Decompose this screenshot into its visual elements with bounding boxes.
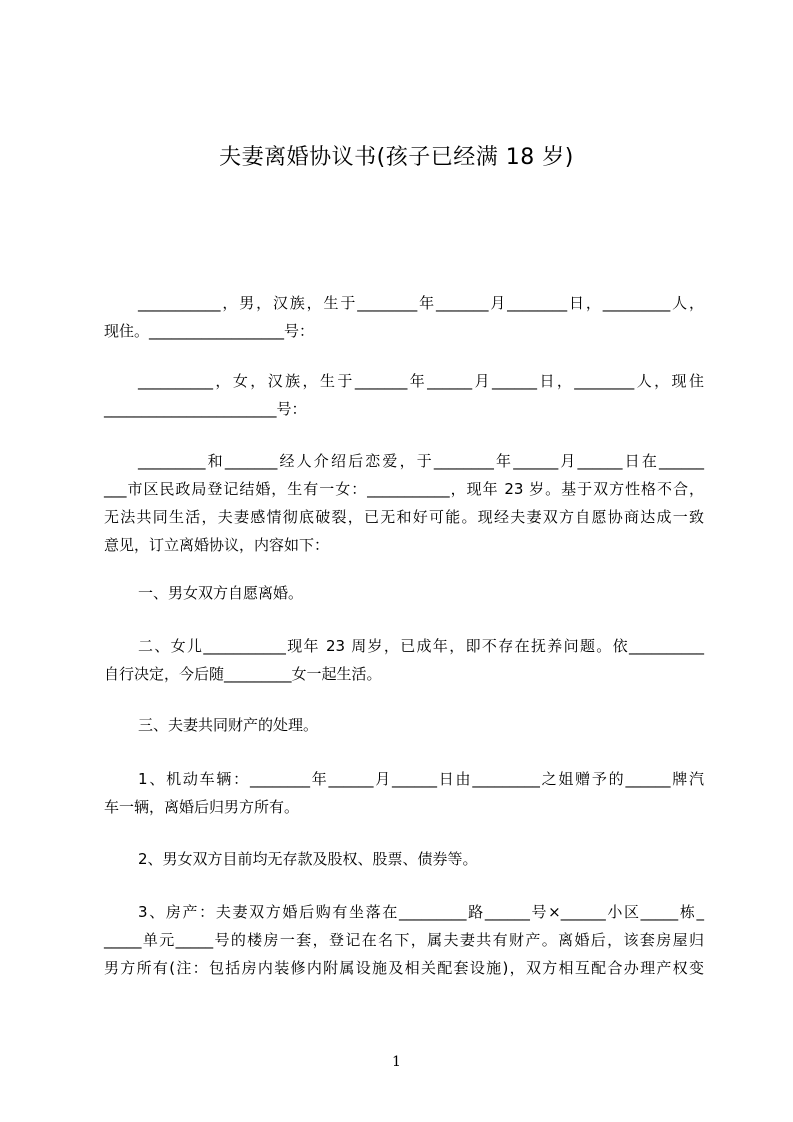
text-line: ___市区民政局登记结婚，生有一女：___________，现年 23 岁。基于双方性格不合， xyxy=(104,480,704,498)
page-title: 夫妻离婚协议书(孩子已经满 18 岁) xyxy=(219,145,574,170)
text-line: 3、房产：夫妻双方婚后购有坐落在_________路______号×______小区_____栋_ xyxy=(138,903,704,921)
clause-3-2-savings xyxy=(104,845,704,873)
clause-3-1-vehicle xyxy=(104,765,704,821)
text-line: 自行决定，今后随_________女一起生活。 xyxy=(104,665,382,683)
text-line: _______________________号： xyxy=(104,400,307,418)
text-line: 2、男女双方目前均无存款及股权、股票、债券等。 xyxy=(138,850,478,868)
clause-3-3-real-estate xyxy=(104,898,704,982)
clause-3-property-heading xyxy=(104,711,704,739)
text-line: 一、男女双方自愿离婚。 xyxy=(138,584,304,602)
text-line: 男方所有(注：包括房内装修内附属设施及相关配套设施)，双方相互配合办理产权变 xyxy=(104,959,704,977)
clause-2-daughter xyxy=(104,632,704,688)
text-line: 1、机动车辆：________年______月______日由_________之姐赠予的______牌汽 xyxy=(138,770,704,788)
text-line: 无法共同生活，夫妻感情彻底破裂，已无和好可能。现经夫妻双方自愿协商达成一致 xyxy=(104,508,704,526)
text-line: 车一辆，离婚后归男方所有。 xyxy=(104,798,300,816)
text-line: __________，女，汉族，生于_______年______月______日，________人，现住 xyxy=(138,372,704,390)
text-line: _________和_______经人介绍后恋爱，于________年______月______日在______ xyxy=(138,452,704,470)
text-line: ___________，男，汉族，生于________年_______月________日，_________人， xyxy=(138,294,704,312)
text-line: 三、夫妻共同财产的处理。 xyxy=(138,716,319,734)
paragraph-husband-info xyxy=(104,289,704,345)
text-line: 意见，订立离婚协议，内容如下： xyxy=(104,536,330,554)
paragraph-marriage-background xyxy=(104,447,704,559)
text-line: 现住。__________________号： xyxy=(104,322,315,340)
text-line: _____单元_____号的楼房一套，登记在名下，属夫妻共有财产。离婚后，该套房屋归 xyxy=(104,931,704,949)
paragraph-wife-info xyxy=(104,367,704,423)
page-number: 1 xyxy=(392,1054,401,1070)
text-line: 二、女儿___________现年 23 周岁，已成年，即不存在抚养问题。依__________ xyxy=(138,637,704,655)
clause-1-voluntary-divorce xyxy=(104,579,704,607)
